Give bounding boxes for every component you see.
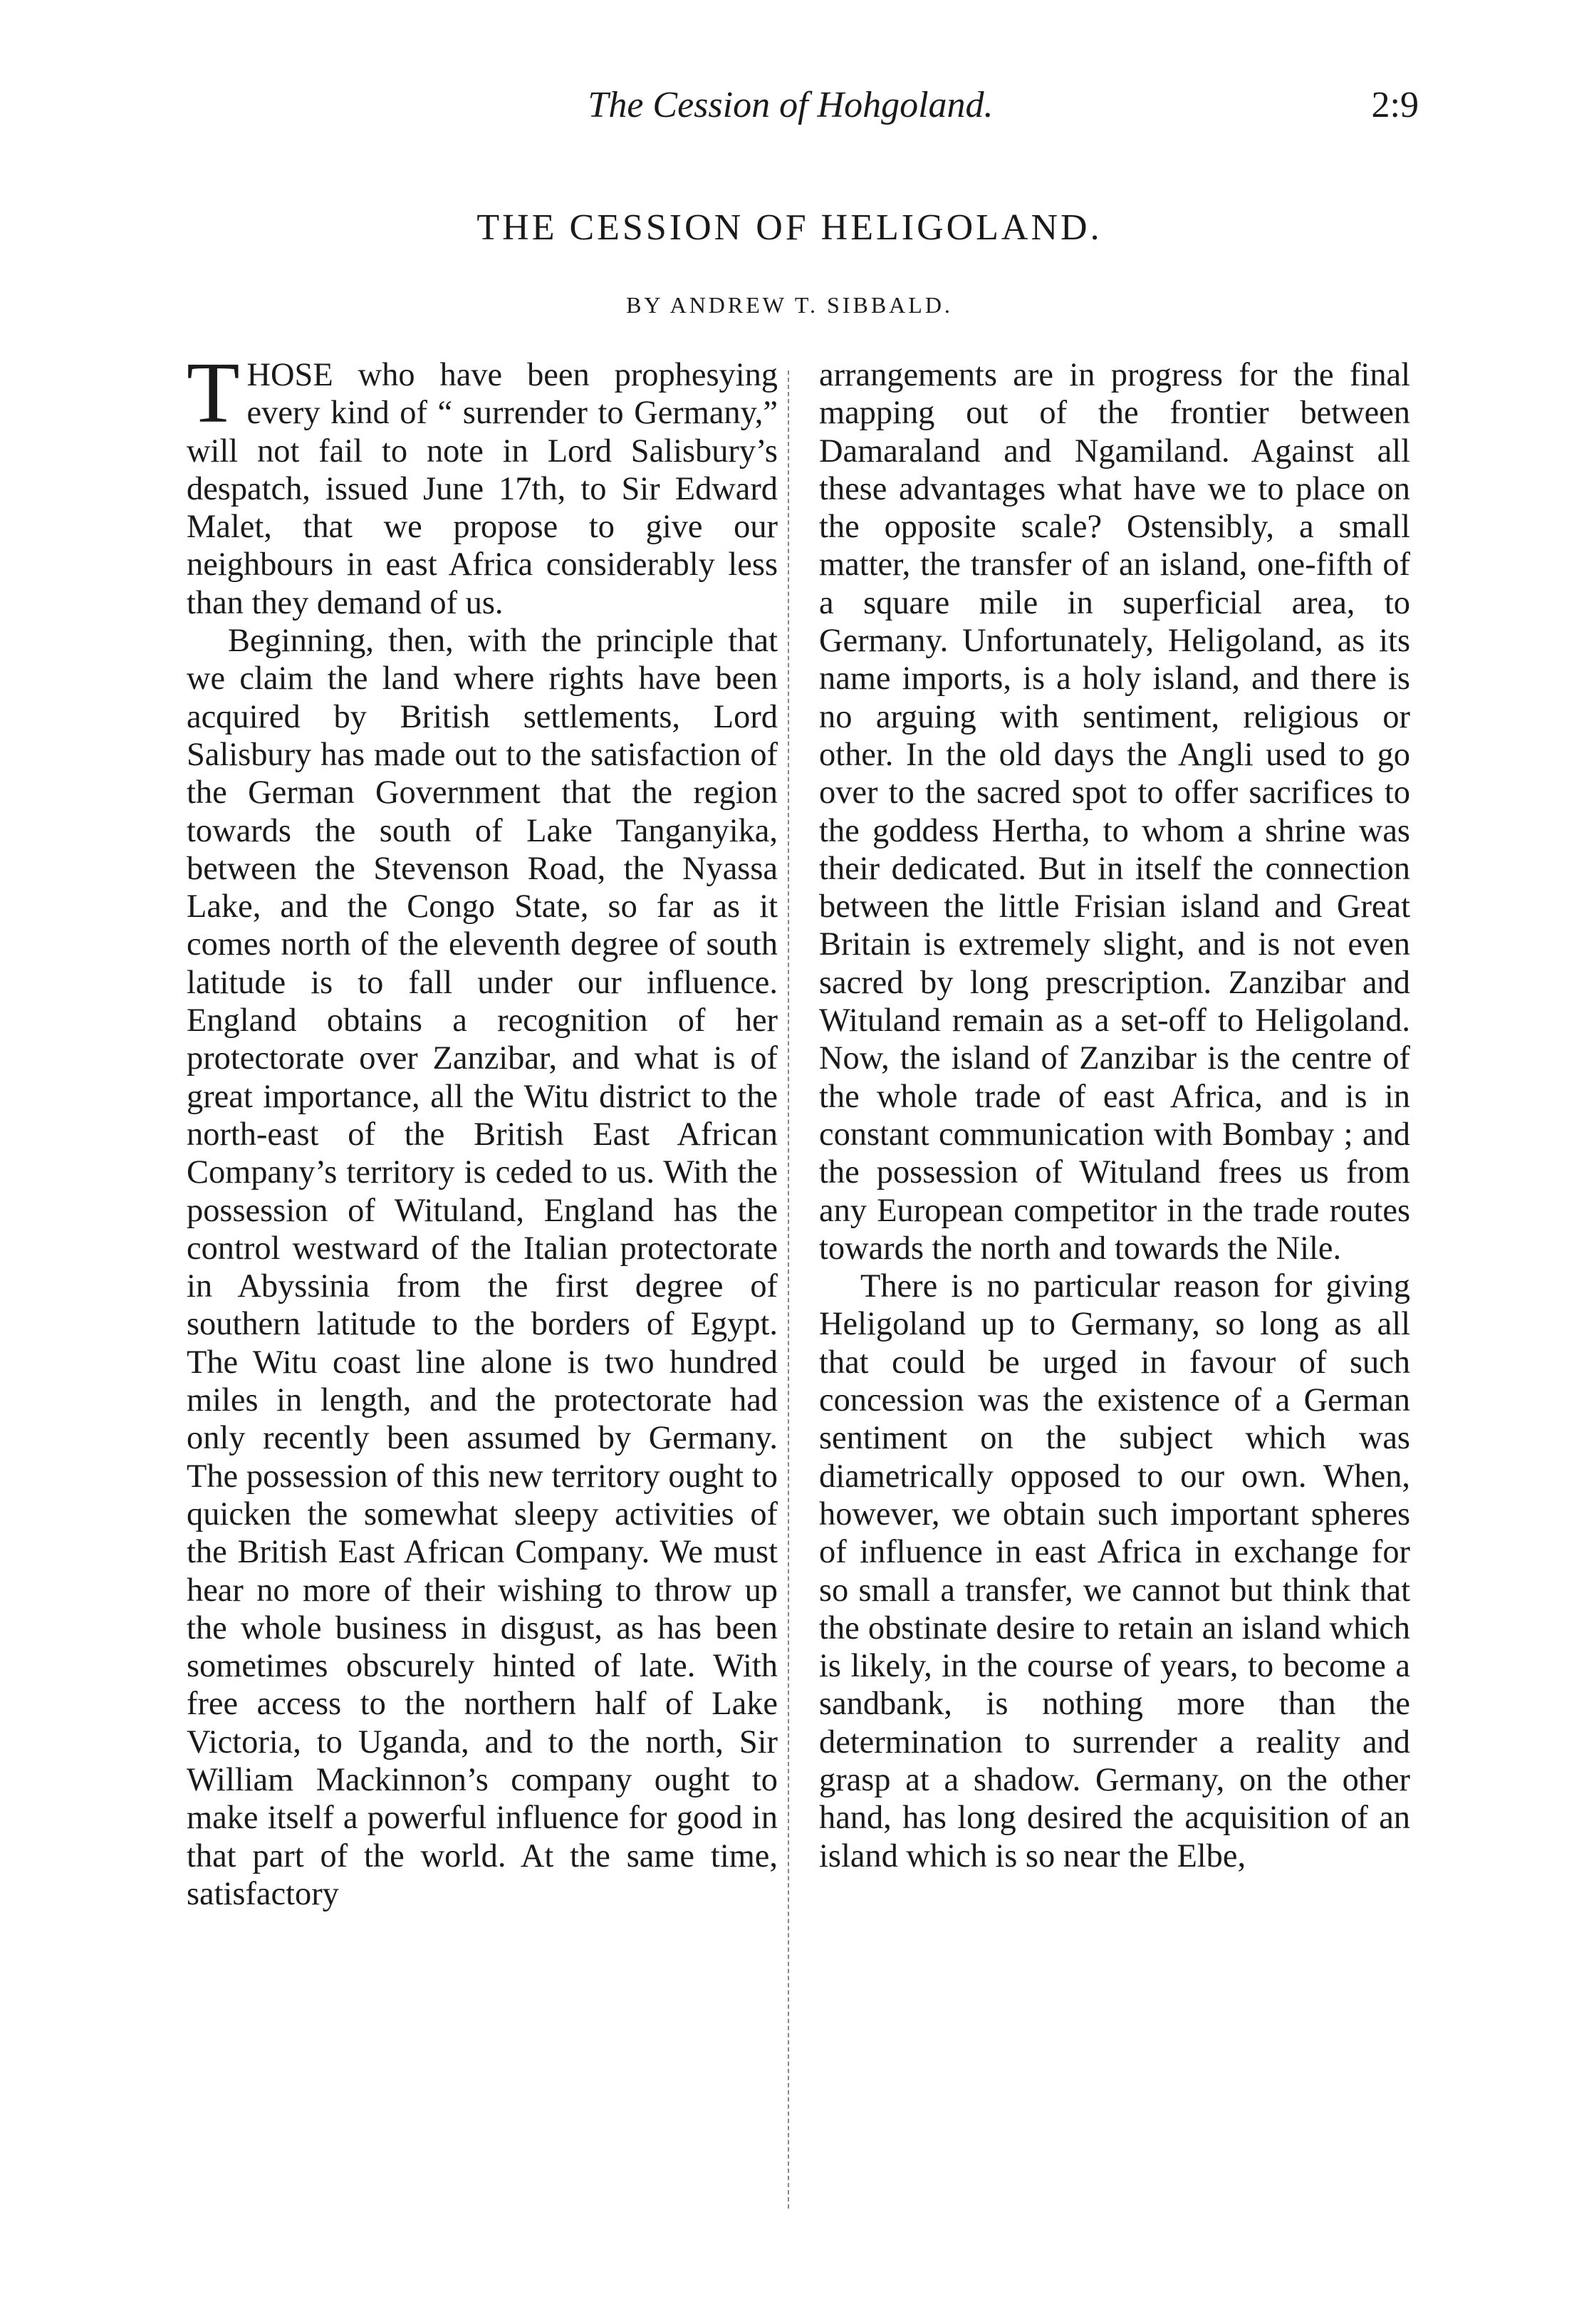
running-header bbox=[0, 84, 1579, 141]
article-byline: BY ANDREW T. SIBBALD. bbox=[626, 292, 953, 318]
paragraph: Beginning, then, with the principle that we claim the land where rights have been acquired by British settlements, Lord Salisbury has made out to the satisfaction of the German Government that the region towards the south of Lake Tanganyika, between the Stevenson Road, the Nyassa Lake, and the Congo State, so far as it comes north of the eleventh degree of south latitude is to fall under our influence. England obtains a recognition of her protectorate over Zanzibar, and what is of great importance, all the Witu district to the north-east of the British East African Company’s territory is ceded to us. With the possession of Wituland, England has the control westward of the Italian protectorate in Abyssinia from the first degree of southern latitude to the borders of Egypt. The Witu coast line alone is two hundred miles in length, and the protectorate had only recently been assumed by Germany. The possession of this new territory ought to quicken the somewhat sleepy activities of the British East African Company. We must hear no more of their wishing to throw up the whole business in disgust, as has been sometimes obscurely hinted of late. With free access to the northern half of Lake Victoria, to Uganda, and to the north, Sir William Mackinnon’s company ought to make itself a powerful influence for good in that part of the world. At the same time, satisfactory bbox=[187, 623, 778, 1912]
paragraph: There is no particular reason for giving Heligoland up to Germany, so long as all that could be urged in favour of such concession was the existence of a German sentiment on the subject which was diametrically opposed to our own. When, however, we obtain such important spheres of influence in east Africa in exchange for so small a transfer, we cannot but think that the obstinate desire to retain an island which is likely, in the course of years, to become a sandbank, is nothing more than the determination to surrender a reality and grasp at a shadow. Germany, on the other hand, has long desired the acquisition of an island which is so near the Elbe, bbox=[819, 1268, 1410, 1874]
paragraph-text: HOSE who have been prophesying every kind of “ surrender to Germany,” will not fail to note in Lord Salisbury’s despatch, issued June 17th, to Sir Edward Malet, that we propose to give our neighbours in east Africa considerably less than they demand of us. bbox=[187, 357, 778, 621]
paragraph bbox=[187, 345, 778, 622]
page-number: 2:9 bbox=[1371, 85, 1419, 125]
left-column bbox=[187, 345, 778, 1913]
paragraph: arrangements are in progress for the final mapping out of the frontier between Damaraland and Ngamiland. Against all these advantages what have we to place on the opposite scale? Ostensibly, a small matter, the transfer of an island, one-fifth of a square mile in superficial area, to Germany. Unfortunately, Heligoland, as its name imports, is a holy island, and there is no arguing with sentiment, religious or other. In the old days the Angli used to go over to the sacred spot to offer sacrifices to the goddess Hertha, to whom a shrine was their dedicated. But in itself the connection between the little Frisian island and Great Britain is extremely slight, and is not even sacred by long prescription. Zanzibar and Wituland remain as a set-off to Heligoland. Now, the island of Zanzibar is the centre of the whole trade of east Africa, and is in constant communication with Bombay ; and the possession of Wituland frees us from any European competitor in the trade routes towards the north and towards the Nile. bbox=[819, 357, 1410, 1267]
right-column bbox=[819, 356, 1410, 1875]
article-title: THE CESSION OF HELIGOLAND. bbox=[476, 207, 1103, 248]
column-divider bbox=[788, 370, 789, 2209]
drop-cap: T bbox=[187, 345, 240, 441]
running-title: The Cession of Hohgoland. bbox=[588, 85, 994, 125]
